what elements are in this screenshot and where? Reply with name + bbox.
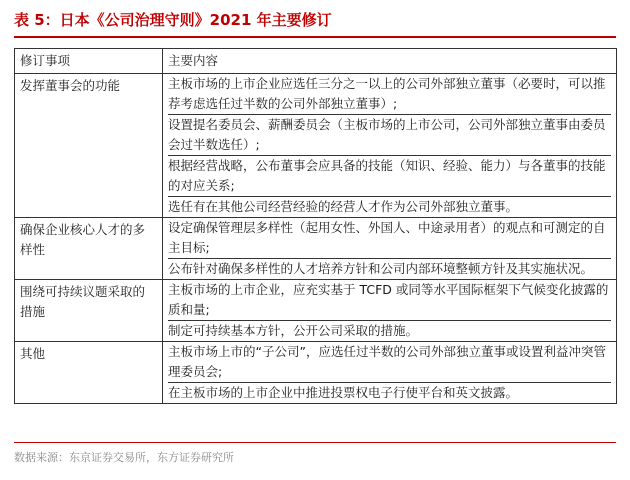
content-entry: 选任有在其他公司经营经验的经营人才作为公司外部独立董事。 [168,199,519,214]
table-row [15,218,617,280]
table-title: 表 5：日本《公司治理守则》2021 年主要修订 [14,11,332,29]
title-divider [14,36,616,38]
row-contents [163,280,617,342]
table-header-row [15,49,617,74]
content-entry: 主板市场上市的“子公司”，应选任过半数的公司外部独立董事或设置利益冲突管理委员会; [168,342,611,383]
row-item: 确保企业核心人才的多样性 [15,218,163,280]
header-content: 主要内容 [163,49,617,74]
content-entry: 在主板市场的上市企业中推进投票权电子行使平台和英文披露。 [168,385,519,400]
header-item: 修订事项 [15,49,163,74]
row-contents [163,218,617,280]
content-entry: 主板市场的上市企业应选任三分之一以上的公司外部独立董事（必要时，可以推荐考虑选任过半数的公司外部独立董事）; [168,74,611,115]
content-entry: 设定确保管理层多样性（起用女性、外国人、中途录用者）的观点和可测定的自主目标; [168,218,611,259]
content-entry: 主板市场的上市企业，应充实基于 TCFD 或同等水平国际框架下气候变化披露的质和量; [168,280,611,321]
row-item: 发挥董事会的功能 [15,74,163,218]
data-source: 数据来源：东京证券交易所，东方证券研究所 [14,451,234,464]
revision-table [14,48,617,404]
row-contents [163,74,617,218]
content-entry: 根据经营战略，公布董事会应具备的技能（知识、经验、能力）与各董事的技能的对应关系; [168,156,611,197]
table-row [15,342,617,404]
table-row [15,280,617,342]
content-entry: 设置提名委员会、薪酬委员会（主板市场的上市公司，公司外部独立董事由委员会过半数选任）; [168,115,611,156]
content-entry: 制定可持续基本方针，公开公司采取的措施。 [168,323,419,338]
source-divider [14,442,616,443]
table-row [15,74,617,218]
content-entry: 公布针对确保多样性的人才培养方针和公司内部环境整顿方针及其实施状况。 [168,261,594,276]
row-item: 其他 [15,342,163,404]
row-contents [163,342,617,404]
row-item: 围绕可持续议题采取的措施 [15,280,163,342]
